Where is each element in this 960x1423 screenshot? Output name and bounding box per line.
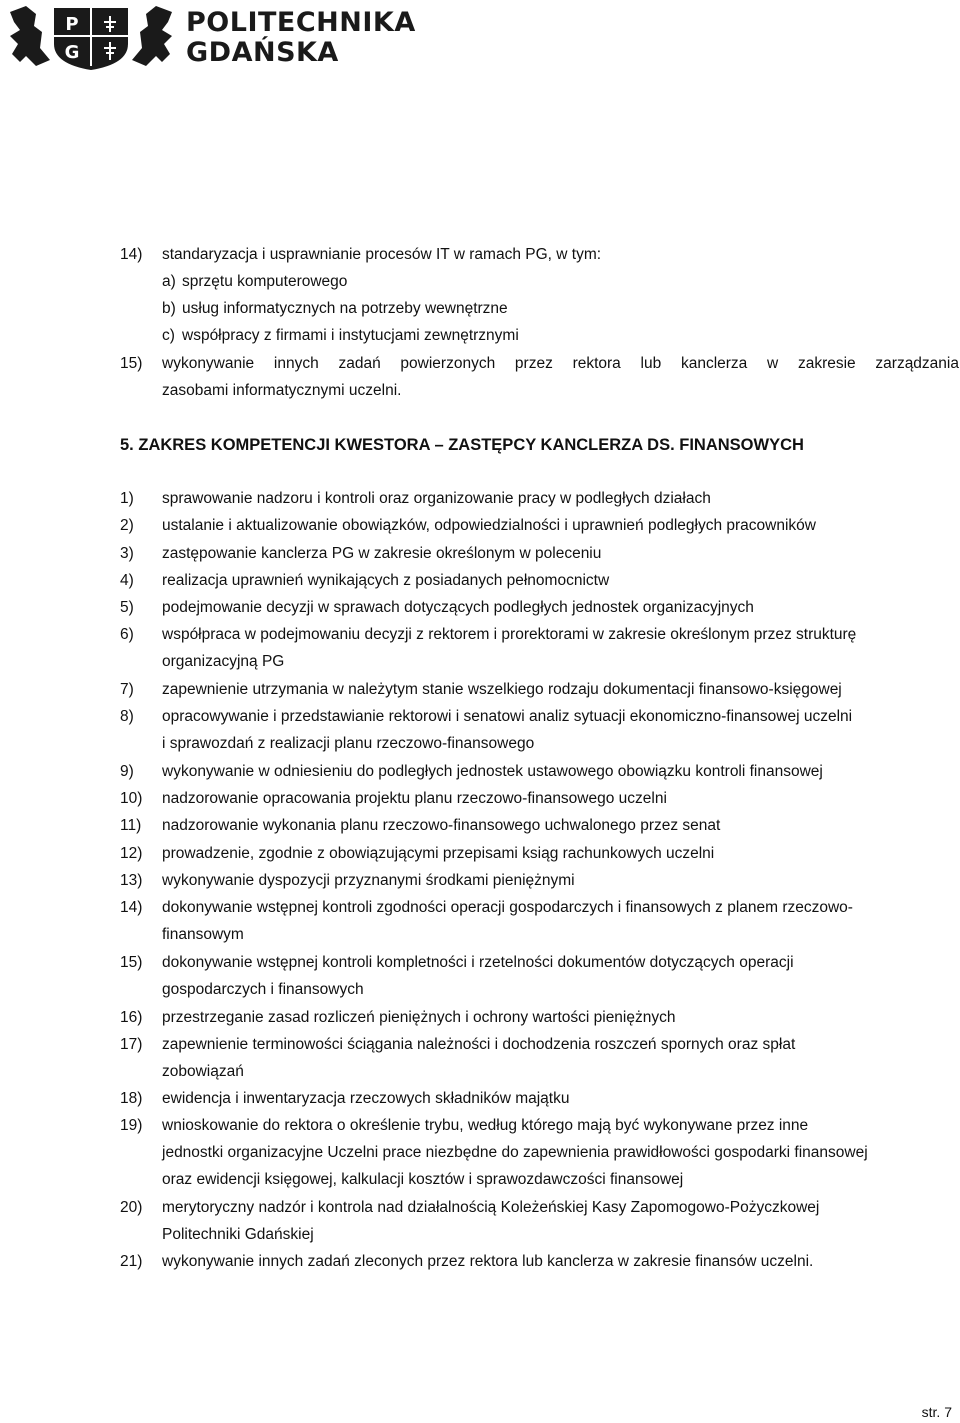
item-text: dokonywanie wstępnej kontroli zgodności operacji gospodarczych i finansowych z planem rzeczowo- — [162, 899, 853, 916]
item-text-cont: finansowym — [162, 926, 244, 943]
item-text: zapewnienie terminowości ściągania należności i dochodzenia roszczeń spornych oraz spłat — [162, 1036, 796, 1053]
sub-text: współpracy z firmami i instytucjami zewnętrznymi — [182, 327, 519, 344]
pg-emblem-icon — [6, 4, 176, 72]
emblem-letter-g: G — [64, 42, 80, 63]
item-text: wykonywanie dyspozycji przyznanymi środkami pieniężnymi — [162, 872, 575, 889]
item-number: 17) — [120, 1036, 143, 1053]
section-number: 5. — [120, 436, 134, 454]
item-number: 13) — [120, 872, 143, 889]
item-text: wykonywanie innych zadań zleconych przez rektora lub kanclerza w zakresie finansów uczelni. — [162, 1253, 814, 1270]
sub-letter: a) — [162, 273, 176, 290]
university-logo — [6, 4, 416, 74]
section-heading — [120, 434, 804, 456]
logo-wordmark — [186, 8, 416, 68]
item-text: opracowywanie i przedstawianie rektorowi i senatowi analiz sytuacji ekonomiczno-finansowej uczelni — [162, 708, 853, 725]
item-text-cont: Politechniki Gdańskiej — [162, 1226, 314, 1243]
item-text-cont: oraz ewidencji księgowej, kalkulacji kosztów i sprawozdawczości finansowej — [162, 1171, 684, 1188]
item-text-cont: organizacyjną PG — [162, 653, 285, 670]
logo-line-1: POLITECHNIKA — [186, 7, 416, 38]
item-text: nadzorowanie opracowania projektu planu rzeczowo-finansowego uczelni — [162, 790, 667, 807]
item-text: wykonywanie w odniesieniu do podległych jednostek ustawowego obowiązku kontroli finansowej — [162, 763, 823, 780]
item-text: realizacja uprawnień wynikających z posiadanych pełnomocnictw — [162, 572, 610, 589]
item-text: nadzorowanie wykonania planu rzeczowo-finansowego uchwalonego przez senat — [162, 817, 721, 834]
item-number: 6) — [120, 626, 134, 643]
item-number: 19) — [120, 1117, 143, 1134]
item-text: wnioskowanie do rektora o określenie trybu, według którego mają być wykonywane przez inne — [162, 1117, 809, 1134]
item-number: 5) — [120, 599, 134, 616]
item-number: 7) — [120, 681, 134, 698]
item-number: 2) — [120, 517, 134, 534]
item-text: dokonywanie wstępnej kontroli kompletności i rzetelności dokumentów dotyczących operacji — [162, 954, 794, 971]
item-text: zastępowanie kanclerza PG w zakresie określonym w poleceniu — [162, 545, 602, 562]
item-text: standaryzacja i usprawnianie procesów IT w ramach PG, w tym: — [162, 246, 602, 263]
sub-text: sprzętu komputerowego — [182, 273, 348, 290]
item-number: 14) — [120, 899, 143, 916]
item-text: merytoryczny nadzór i kontrola nad działalnością Koleżeńskiej Kasy Zapomogowo-Pożyczkowej — [162, 1199, 820, 1216]
item-number: 12) — [120, 845, 143, 862]
item-number: 9) — [120, 763, 134, 780]
item-text-cont: i sprawozdań z realizacji planu rzeczowo-finansowego — [162, 735, 535, 752]
item-number: 21) — [120, 1253, 143, 1270]
item-text: ustalanie i aktualizowanie obowiązków, odpowiedzialności i uprawnień podległych pracowników — [162, 517, 816, 534]
item-text: zapewnienie utrzymania w należytym stanie wszelkiego rodzaju dokumentacji finansowo-księgowej — [162, 681, 842, 698]
item-text: prowadzenie, zgodnie z obowiązującymi przepisami ksiąg rachunkowych uczelni — [162, 845, 715, 862]
item-number: 20) — [120, 1199, 143, 1216]
sub-letter: b) — [162, 300, 176, 317]
item-text: podejmowanie decyzji w sprawach dotyczących podległych jednostek organizacyjnych — [162, 599, 754, 616]
sub-letter: c) — [162, 327, 175, 344]
item-number: 18) — [120, 1090, 143, 1107]
item-number: 14) — [120, 246, 143, 263]
item-number: 4) — [120, 572, 134, 589]
item-text: ewidencja i inwentaryzacja rzeczowych składników majątku — [162, 1090, 570, 1107]
item-text: wykonywanie innych zadań powierzonych przez rektora lub kanclerza w zakresie zarządzania — [162, 355, 959, 372]
section-title: ZAKRES KOMPETENCJI KWESTORA – ZASTĘPCY KANCLERZA DS. FINANSOWYCH — [138, 436, 804, 454]
item-text-cont: zasobami informatycznymi uczelni. — [162, 382, 402, 399]
emblem-letter-p: P — [65, 14, 79, 35]
item-number: 15) — [120, 355, 143, 372]
item-number: 8) — [120, 708, 134, 725]
item-text-cont: zobowiązań — [162, 1063, 244, 1080]
item-text-cont: gospodarczych i finansowych — [162, 981, 364, 998]
item-text: sprawowanie nadzoru i kontroli oraz organizowanie pracy w podległych działach — [162, 490, 711, 507]
item-number: 10) — [120, 790, 143, 807]
item-text: przestrzeganie zasad rozliczeń pieniężnych i ochrony wartości pieniężnych — [162, 1009, 676, 1026]
sub-text: usług informatycznych na potrzeby wewnętrzne — [182, 300, 508, 317]
item-number: 15) — [120, 954, 143, 971]
page-number: str. 7 — [921, 1404, 952, 1420]
item-text: współpraca w podejmowaniu decyzji z rektorem i prorektorami w zakresie określonym przez strukturę — [162, 626, 857, 643]
item-number: 16) — [120, 1009, 143, 1026]
item-number: 1) — [120, 490, 134, 507]
item-number: 11) — [120, 817, 142, 834]
item-number: 3) — [120, 545, 134, 562]
logo-line-2: GDAŃSKA — [186, 37, 339, 68]
item-text-cont: jednostki organizacyjne Uczelni prace niezbędne do zapewnienia prawidłowości gospodarki finansowej — [162, 1144, 868, 1161]
